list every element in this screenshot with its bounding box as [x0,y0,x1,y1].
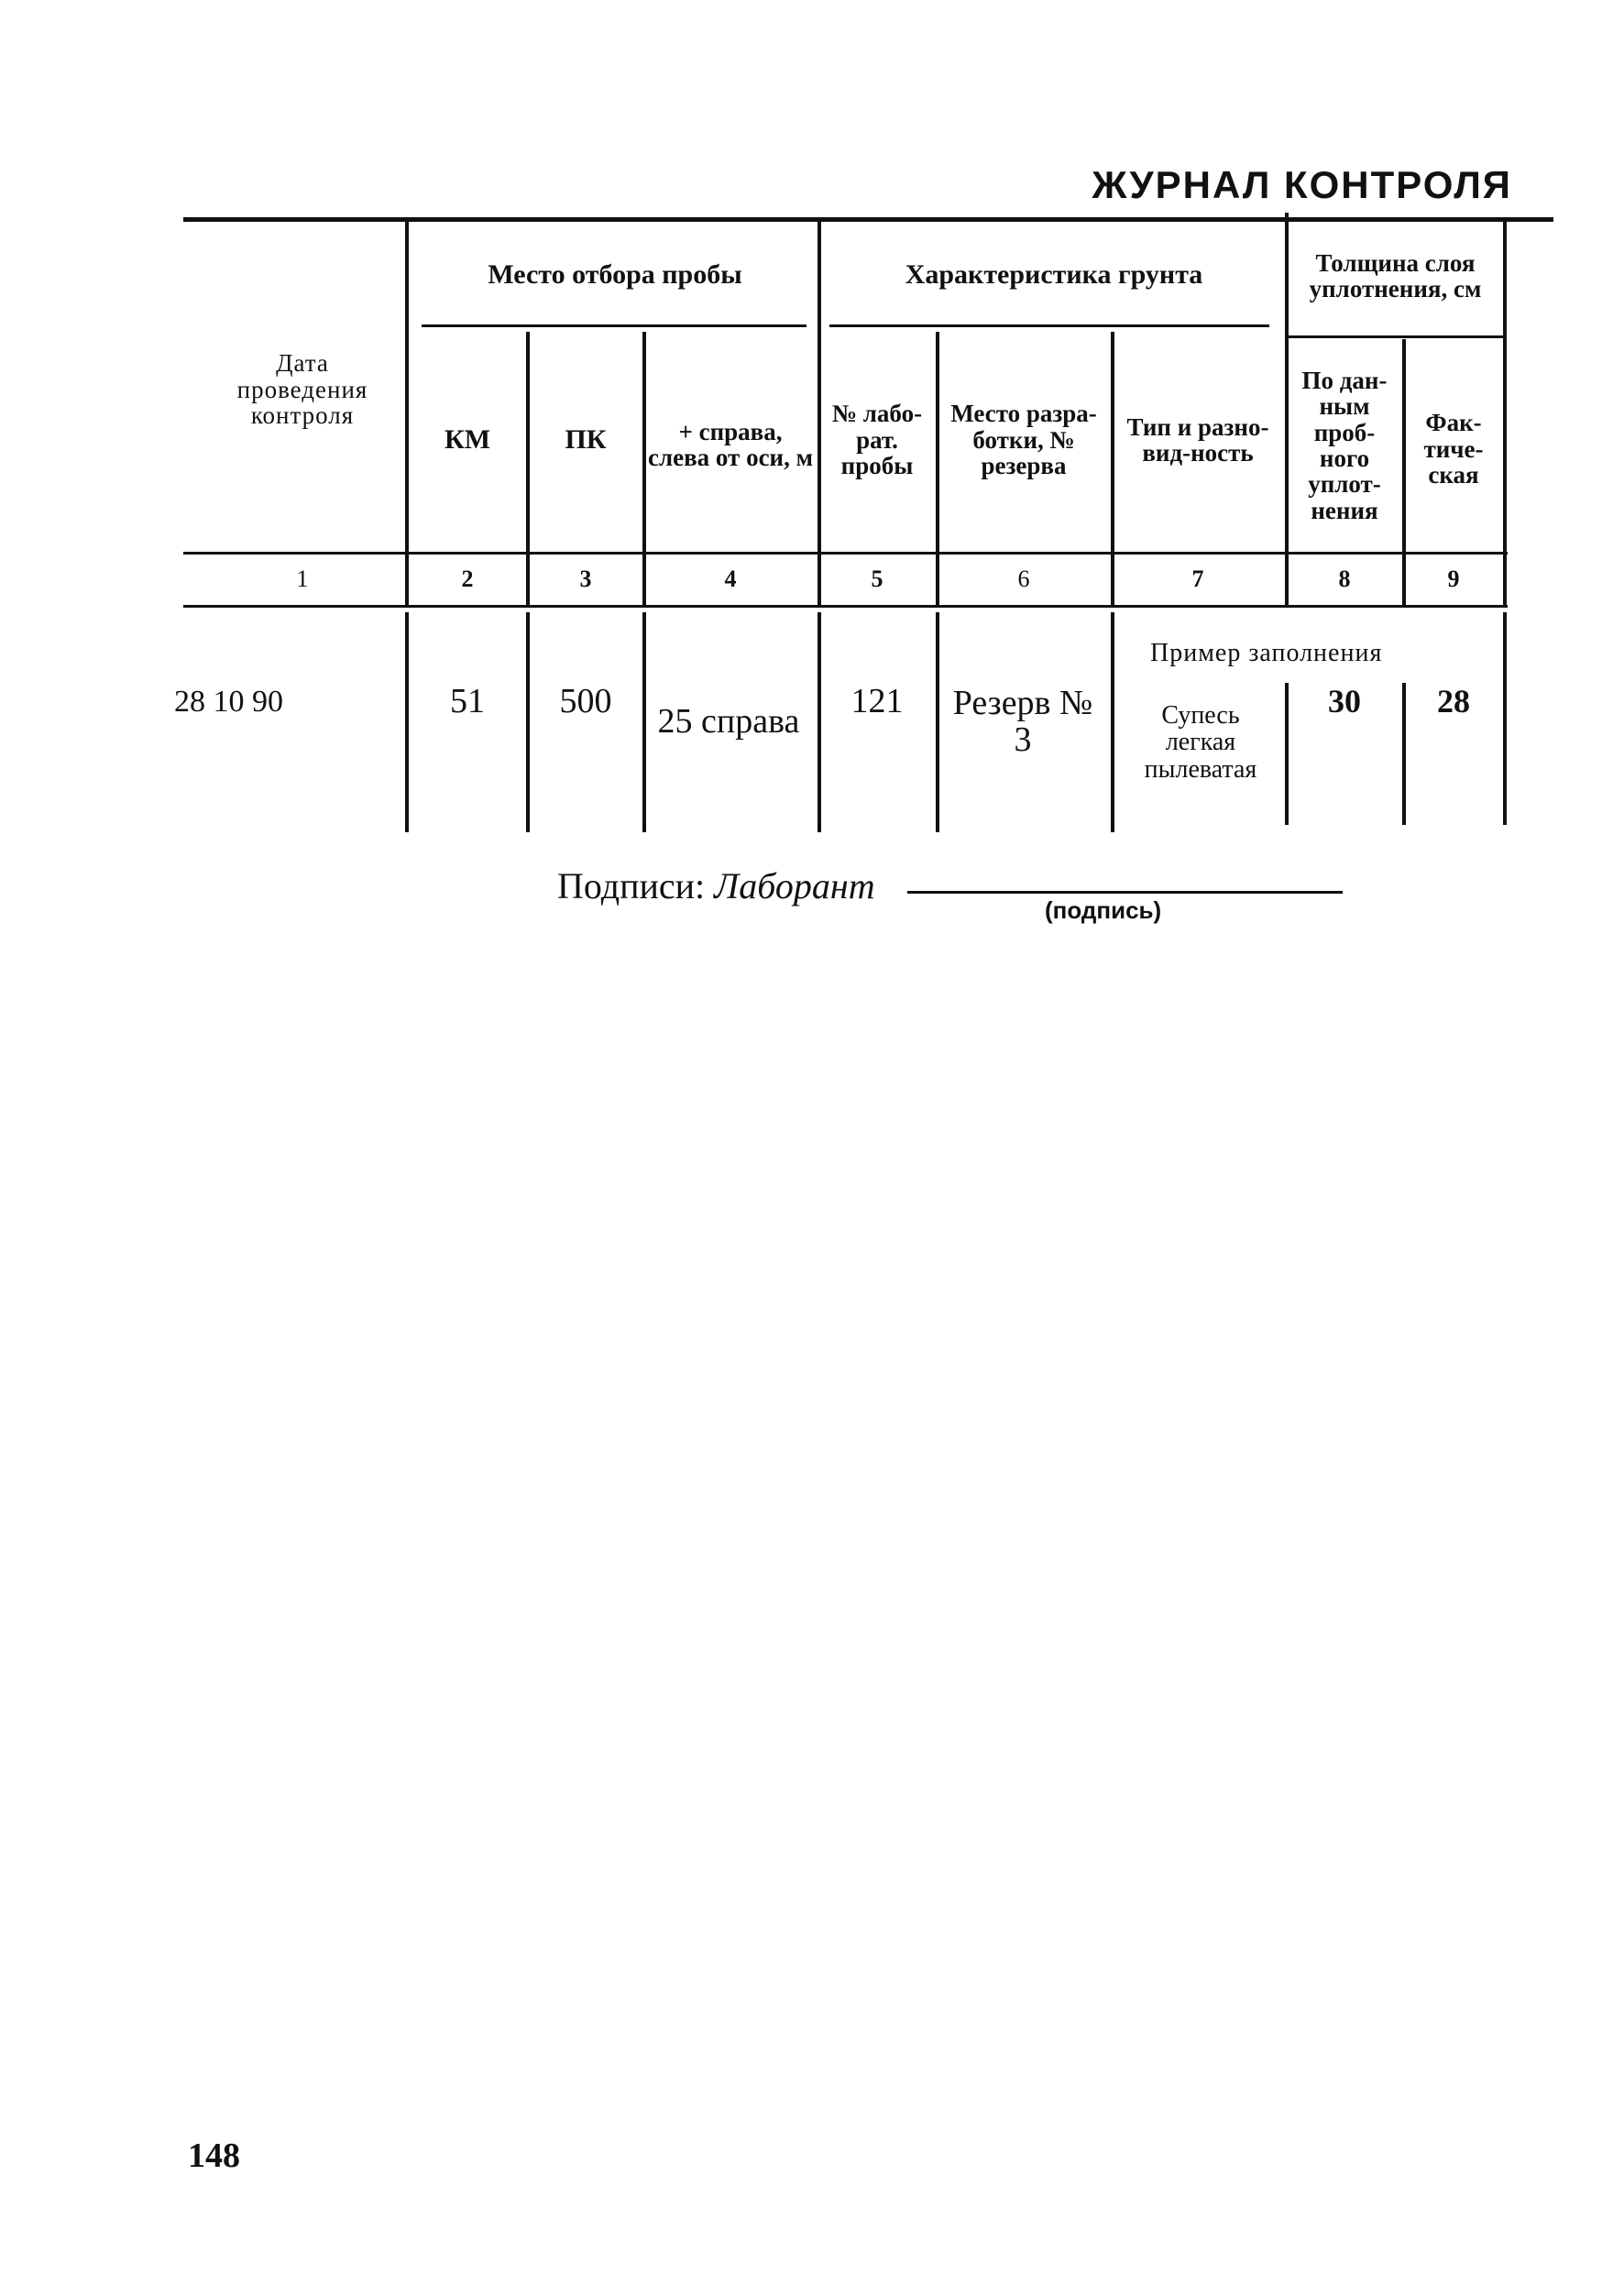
col-number-3: 3 [579,566,592,593]
signature-caption: (подпись) [1045,896,1162,924]
col-number-1: 1 [296,566,309,593]
thickness-group-rule [1288,335,1503,338]
col-divider-6 [1111,332,1114,605]
signature-block [557,864,875,907]
body-divider-1 [405,612,409,832]
header-thickness-group: Толщина слоя уплотнения, см [1309,248,1482,302]
col-divider-3 [642,332,646,605]
header-by-trial: По дан-ным проб-ного уплот-нения [1301,366,1388,524]
col-divider-1 [405,222,409,605]
col-number-2: 2 [461,566,474,593]
page-number: 148 [188,2137,240,2175]
signature-prefix: Подписи: [557,865,706,906]
body-divider-4 [817,612,821,832]
col-number-7: 7 [1191,566,1204,593]
row-by-trial: 30 [1328,683,1361,720]
header-offset: + справа, слева от оси, м [647,417,814,471]
header-soil-group: Характеристика грунта [905,259,1203,291]
soil-group-rule [829,324,1269,327]
signature-role: Лаборант [714,865,875,906]
journal-title: ЖУРНАЛ КОНТРОЛЯ [1092,163,1512,206]
header-dev-place: Место разра-ботки, № резерва [950,400,1097,480]
row-offset: 25 справа [657,702,800,742]
col-number-6: 6 [1017,566,1030,593]
col-divider-4 [817,222,821,605]
body-divider-2 [526,612,530,832]
body-divider-9 [1503,612,1507,825]
row-soil-type: Супесь легкая пылеватая [1144,700,1257,784]
col-divider-5 [936,332,939,605]
col-number-4: 4 [724,566,737,593]
body-divider-7 [1285,683,1289,825]
header-actual: Фак-тиче-ская [1423,409,1484,489]
row-actual: 28 [1437,683,1470,720]
header-bottom-rule [183,552,1508,555]
col-divider-8 [1402,339,1406,605]
body-divider-6 [1111,612,1114,832]
row-dev-place: Резерв № 3 [952,684,1093,759]
col-number-8: 8 [1338,566,1351,593]
header-lab-no: № лабо-рат. пробы [831,400,923,480]
body-divider-8 [1402,683,1406,825]
place-group-rule [422,324,807,327]
row-km: 51 [450,682,485,721]
row-lab-no: 121 [850,682,904,721]
header-pk: ПК [565,424,607,456]
header-km: КМ [444,424,491,456]
signature-line [907,891,1343,894]
header-soil-type: Тип и разно-вид-ность [1126,412,1269,467]
col-divider-9 [1503,222,1507,605]
example-label: Пример заполнения [1150,639,1383,668]
row-pk: 500 [559,682,612,721]
body-divider-5 [936,612,939,832]
col-divider-7 [1285,213,1289,605]
col-divider-2 [526,332,530,605]
header-place-group: Место отбора пробы [488,259,742,291]
numbers-bottom-rule [183,605,1508,608]
col-number-9: 9 [1447,566,1460,593]
col-number-5: 5 [871,566,883,593]
body-divider-3 [642,612,646,832]
row-date: 28 10 90 [174,685,283,720]
header-date: Дата проведения контроля [236,349,368,430]
